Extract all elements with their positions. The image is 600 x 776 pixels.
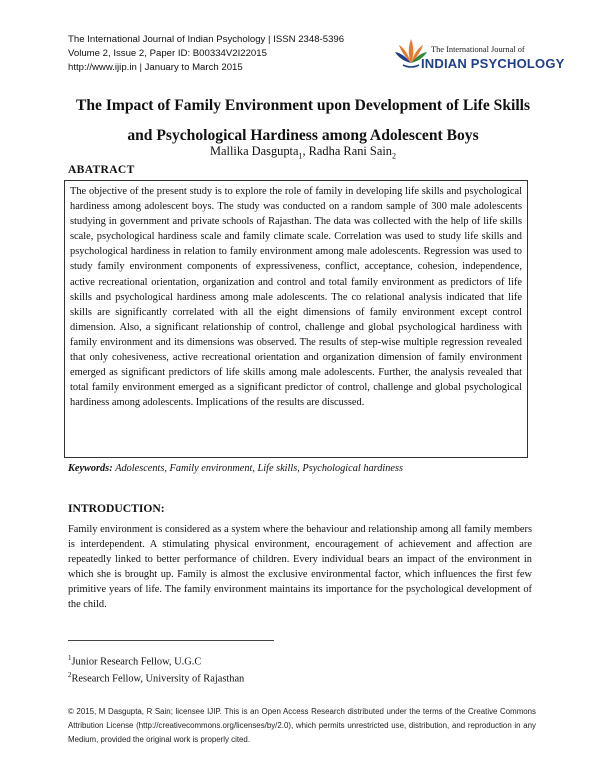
journal-header	[68, 33, 368, 75]
copyright-notice: © 2015, M Dasgupta, R Sain; licensee IJIP. This is an Open Access Research distributed under the terms of the Creative Commons Attribution License (http://creativecommons.org/licenses/by/2.0), which permits unrestricted use, distribution, and reproduction in any Medium, provided the original work is properly cited.	[68, 707, 536, 744]
journal-url-date[interactable]: http://www.ijip.in | January to March 2015	[68, 62, 243, 73]
footnote-1-text: Junior Research Fellow, U.G.C	[71, 656, 202, 668]
introduction-heading: INTRODUCTION:	[68, 502, 165, 515]
footnote-1-mark: 1	[68, 654, 72, 662]
paper-authors	[60, 143, 546, 164]
abstract-text: The objective of the present study is to explore the role of family in developing life skills and psychological hardiness among adolescent boys. The study was conducted on a random sample of 300 male adolescents studying in government and private schools of Rajasthan. The data was collected with the help of life skills scale, psychological hardiness scale and family climate scale. Correlation was used to study life skills and psychological hardiness in relation to family environment among male adolescents. Regression was used to study family environment components of expressiveness, conflict, acceptance, cohesion, independence, active recreational orientation, organization and control and total family environment as predictors of life skills and psychological hardiness among male adolescents. The co relational analysis indicated that life skills are significantly correlated with all the eight dimensions of family environment except control dimension. Also, a significant relationship of control, challenge and global psychological hardiness with family environment and its dimensions was observed. The results of step-wise multiple regression revealed that only cohesiveness, active recreational orientation and organization dimension of family environment emerged as significant predictors of life skills among male adolescents. Further, the analysis revealed that total family environment emerged as a significant predictor of control, challenge and global psychological hardiness among adolescents. Implications of the results are discussed.	[70, 186, 522, 409]
abstract-heading: ABATRACT	[68, 163, 135, 176]
paper-title	[60, 91, 546, 151]
logo-title-text: INDIAN PSYCHOLOGY	[421, 56, 565, 71]
keywords-text: Adolescents, Family environment, Life skills, Psychological hardiness	[115, 463, 403, 474]
footnote-divider	[68, 640, 274, 641]
volume-issue-paper-id: Volume 2, Issue 2, Paper ID: B00334V2I22015	[68, 48, 267, 59]
author-2: Radha Rani Sain	[308, 144, 392, 158]
author-1: Mallika Dasgupta	[210, 144, 299, 158]
footnote-2-mark: 2	[68, 671, 72, 679]
paper-title-line-1: The Impact of Family Environment upon Development of Life Skills	[75, 97, 531, 114]
footnote-1	[68, 651, 201, 669]
footnote-2	[68, 668, 244, 686]
abstract-box	[64, 180, 528, 458]
paper-title-line-2: and Psychological Hardiness among Adolescent Boys	[127, 127, 479, 144]
author-1-affiliation-mark: 1	[298, 151, 303, 161]
introduction-paragraph: Family environment is considered as a system where the behaviour and relationship among all family members is interdependent. A stimulating physical environment, encouragement of achievement and affection are repeatedly linked to better performance of children. Every individual bears an impact of the environment in which she is brought up. Family is almost the exclusive environmental factor, which influences the first few primitive years of life. The family environment maintains its importance for the psychological development of the child.	[68, 524, 532, 611]
author-2-affiliation-mark: 2	[391, 151, 396, 161]
author-separator: ,	[302, 144, 309, 158]
logo-small-text: The International Journal of	[431, 45, 525, 54]
journal-logo	[391, 33, 565, 73]
keywords-label: Keywords:	[68, 463, 113, 474]
journal-name-issn: The International Journal of Indian Psychology | ISSN 2348-5396	[68, 34, 345, 45]
keywords-line	[68, 462, 538, 476]
footnote-2-text: Research Fellow, University of Rajasthan	[71, 673, 245, 685]
